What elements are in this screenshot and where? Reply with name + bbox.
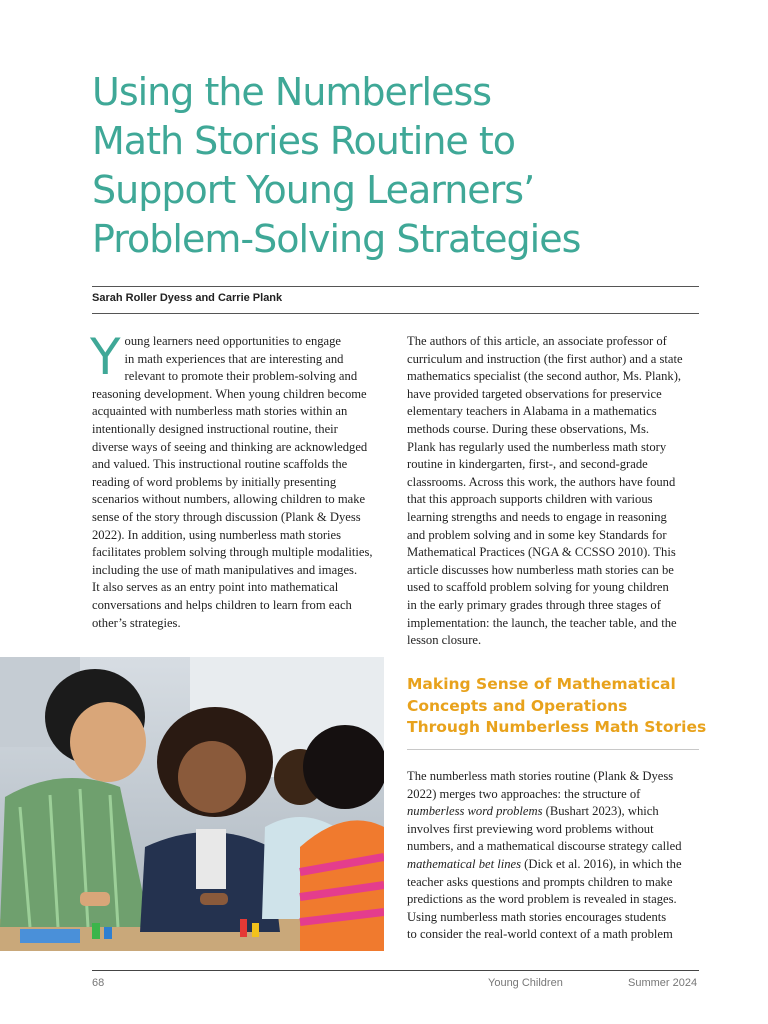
section-rule <box>407 749 699 750</box>
text-line: Plank has regularly used the numberless math story <box>407 439 667 454</box>
text-line: numbers, and a mathematical discourse strategy called <box>407 839 682 854</box>
heading-line: Making Sense of Mathematical <box>407 675 676 693</box>
text-line: sense of the story through discussion (Plank & Dyess <box>92 509 361 524</box>
text-line: mathematics specialist (the second author, Ms. Plank), <box>407 369 682 384</box>
text-line: It also serves as an entry point into mathematical <box>92 580 339 595</box>
text-line: The numberless math stories routine (Plank & Dyess <box>407 769 674 783</box>
text-line: classrooms. Across this work, the authors have found <box>407 474 676 489</box>
text-line: including the use of math manipulatives and images. <box>92 562 358 577</box>
text-line: curriculum and instruction (the first author) and a state <box>407 351 683 366</box>
title-line: Math Stories Routine to <box>92 119 516 163</box>
byline-bottom-rule <box>92 313 699 314</box>
section-body <box>407 768 699 944</box>
text-line: predictions as the word problem is revealed in stages. <box>407 892 677 907</box>
left-column <box>90 328 384 632</box>
text-line <box>407 803 699 821</box>
text-line: article discusses how numberless math stories can be <box>407 562 674 577</box>
text-line: 2022) merges two approaches: the structure of <box>407 786 641 801</box>
text-line: implementation: the launch, the teacher table, and the <box>407 615 677 630</box>
text-line: conversations and helps children to learn from each <box>92 597 352 612</box>
journal-name: Young Children <box>488 977 563 989</box>
text-line: and valued. This instructional routine scaffolds the <box>92 457 348 472</box>
text-line: Mathematical Practices (NGA & CCSSO 2010). This <box>407 545 676 560</box>
text-line: 2022). In addition, using numberless math stories <box>92 527 342 542</box>
author-byline: Sarah Roller Dyess and Carrie Plank <box>92 292 283 304</box>
text-line: involves first previewing word problems without <box>407 821 654 836</box>
issue-label: Summer 2024 <box>628 977 698 989</box>
text-line: intentionally designed instructional routine, their <box>92 421 338 436</box>
text-line: that this approach supports children with various <box>407 492 653 507</box>
text-line: facilitates problem solving through multiple modalities, <box>92 545 373 560</box>
text-fragment: (Dick et al. 2016), in which the <box>521 856 682 871</box>
italic-term: numberless word problems <box>407 804 543 819</box>
text-line: oung learners need opportunities to engage <box>124 334 342 348</box>
text-line: used to scaffold problem solving for young children <box>407 580 669 595</box>
byline-top-rule <box>92 286 699 287</box>
text-line: relevant to promote their problem-solving and <box>124 369 358 384</box>
text-line: and problem solving and in some key Standards for <box>407 527 667 542</box>
text-line: reasoning development. When young children become <box>92 386 367 401</box>
text-line: scenarios without numbers, allowing children to make <box>92 492 366 507</box>
title-line: Using the Numberless <box>92 70 492 114</box>
title-line: Support Young Learners’ <box>92 168 535 212</box>
classroom-photo <box>0 657 384 951</box>
text-line: The authors of this article, an associate professor of <box>407 334 667 348</box>
article-title <box>92 68 712 264</box>
text-line: methods course. During these observations, Ms. <box>407 421 650 436</box>
footer-rule <box>92 970 699 971</box>
italic-term: mathematical bet lines <box>407 856 522 871</box>
text-line: routine in kindergarten, first-, and second-grade <box>407 457 648 472</box>
text-line: have provided targeted observations for preservice <box>407 386 662 401</box>
section-heading <box>407 674 706 739</box>
text-line: in the early primary grades through three stages of <box>407 597 661 612</box>
text-line: other’s strategies. <box>92 615 181 630</box>
heading-line: Concepts and Operations <box>407 696 628 715</box>
heading-line: Through Numberless Math Stories <box>407 718 707 736</box>
text-line: diverse ways of seeing and thinking are acknowledged <box>92 439 368 454</box>
text-line: Using numberless math stories encourages students <box>407 909 667 924</box>
text-line: reading of word problems by initially presenting <box>92 474 337 489</box>
text-line <box>407 856 699 874</box>
text-line: in math experiences that are interesting and <box>124 351 344 366</box>
drop-cap: Y <box>90 328 121 386</box>
text-line: lesson closure. <box>407 633 482 648</box>
text-line: learning strengths and needs to engage in reasoning <box>407 509 667 524</box>
right-column <box>407 333 699 650</box>
text-fragment: (Bushart 2023), which <box>542 804 659 819</box>
title-line: Problem-Solving Strategies <box>92 217 581 261</box>
text-line: acquainted with numberless math stories within an <box>92 404 348 419</box>
text-line: elementary teachers in Alabama in a mathematics <box>407 404 657 419</box>
text-line: to consider the real-world context of a math problem <box>407 927 673 942</box>
page-number: 68 <box>92 977 105 989</box>
text-line: teacher asks questions and prompts children to make <box>407 874 673 889</box>
